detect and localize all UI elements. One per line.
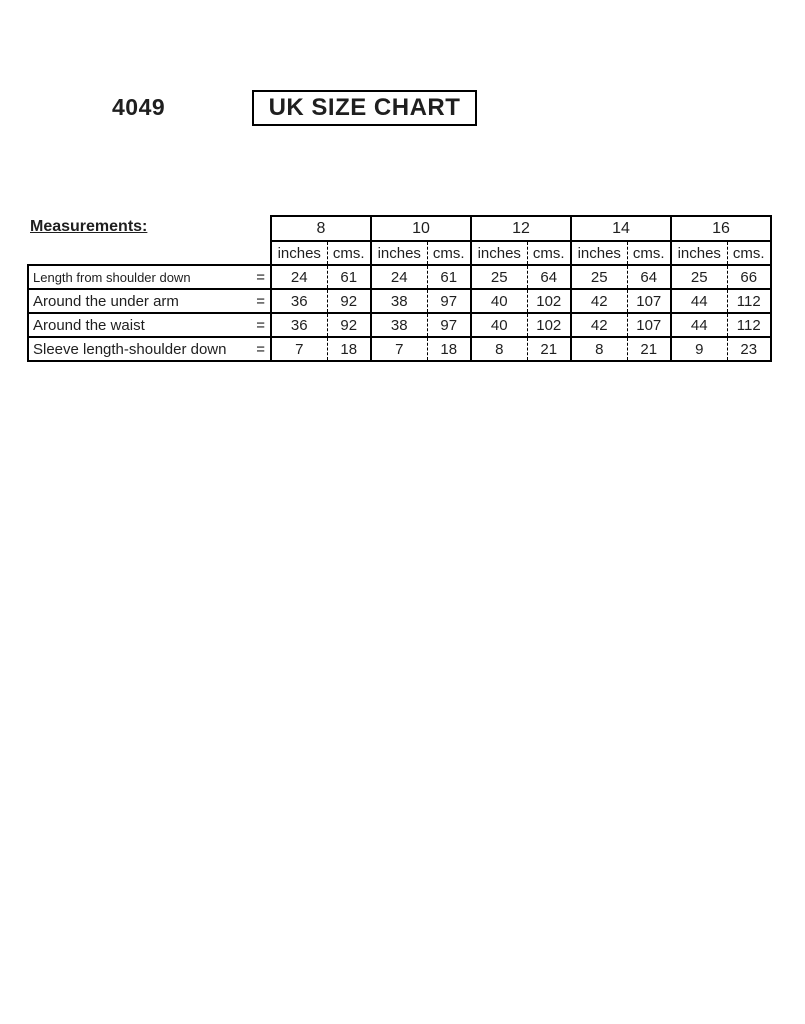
row-label: Sleeve length-shoulder down — [33, 340, 227, 358]
value-cell-inches: 24 — [271, 265, 327, 289]
unit-header-cms-cell: cms. — [627, 241, 671, 265]
value-cell-cms: 102 — [527, 289, 571, 313]
unit-header-cms-cell: cms. — [527, 241, 571, 265]
value-cell-inches: 9 — [671, 337, 727, 361]
value-cell-inches: 38 — [371, 313, 427, 337]
size-header-cell: 10 — [371, 216, 471, 241]
value-cell-inches: 40 — [471, 313, 527, 337]
size-header-cell: 8 — [271, 216, 371, 241]
page-title: UK SIZE CHART — [268, 94, 461, 121]
corner-blank-cell — [28, 216, 271, 241]
row-label-cell — [28, 265, 271, 289]
row-label-wrap — [29, 317, 270, 334]
unit-header-inches-cell: inches — [571, 241, 627, 265]
value-cell-inches: 42 — [571, 289, 627, 313]
value-cell-inches: 8 — [571, 337, 627, 361]
value-cell-cms: 64 — [627, 265, 671, 289]
value-cell-cms: 61 — [327, 265, 371, 289]
row-label: Around the under arm — [33, 292, 179, 310]
table-row — [28, 265, 771, 289]
unit-header-inches-cell: inches — [471, 241, 527, 265]
unit-header-cms-cell: cms. — [727, 241, 771, 265]
unit-header-cms-cell: cms. — [427, 241, 471, 265]
value-cell-inches: 42 — [571, 313, 627, 337]
value-cell-cms: 97 — [427, 289, 471, 313]
size-chart-table — [27, 215, 772, 362]
value-cell-cms: 21 — [527, 337, 571, 361]
value-cell-cms: 97 — [427, 313, 471, 337]
equals-sign: = — [256, 292, 265, 310]
value-cell-cms: 107 — [627, 289, 671, 313]
unit-header-inches-cell: inches — [371, 241, 427, 265]
row-label-wrap — [29, 269, 270, 286]
value-cell-cms: 66 — [727, 265, 771, 289]
value-cell-inches: 38 — [371, 289, 427, 313]
size-header-cell: 12 — [471, 216, 571, 241]
unit-header-cms-cell: cms. — [327, 241, 371, 265]
value-cell-cms: 18 — [327, 337, 371, 361]
value-cell-inches: 36 — [271, 313, 327, 337]
value-cell-cms: 23 — [727, 337, 771, 361]
table-row — [28, 289, 771, 313]
size-header-cell: 14 — [571, 216, 671, 241]
row-label-wrap — [29, 341, 270, 358]
size-header-cell: 16 — [671, 216, 771, 241]
value-cell-cms: 18 — [427, 337, 471, 361]
table-row — [28, 313, 771, 337]
measurements-label: Measurements: — [30, 218, 148, 235]
value-cell-inches: 24 — [371, 265, 427, 289]
value-cell-inches: 25 — [471, 265, 527, 289]
value-cell-inches: 7 — [371, 337, 427, 361]
value-cell-inches: 44 — [671, 289, 727, 313]
title-box — [252, 90, 477, 126]
value-cell-inches: 8 — [471, 337, 527, 361]
value-cell-cms: 102 — [527, 313, 571, 337]
row-label-cell — [28, 337, 271, 361]
value-cell-inches: 44 — [671, 313, 727, 337]
value-cell-cms: 21 — [627, 337, 671, 361]
equals-sign: = — [256, 268, 265, 286]
value-cell-cms: 92 — [327, 289, 371, 313]
value-cell-inches: 40 — [471, 289, 527, 313]
value-cell-inches: 36 — [271, 289, 327, 313]
unit-header-inches-cell: inches — [271, 241, 327, 265]
value-cell-cms: 107 — [627, 313, 671, 337]
table-row — [28, 337, 771, 361]
corner-blank-cell — [28, 241, 271, 265]
value-cell-cms: 64 — [527, 265, 571, 289]
unit-header-inches-cell: inches — [671, 241, 727, 265]
value-cell-inches: 7 — [271, 337, 327, 361]
equals-sign: = — [256, 340, 265, 358]
row-label: Length from shoulder down — [33, 269, 191, 285]
value-cell-inches: 25 — [571, 265, 627, 289]
doc-number: 4049 — [112, 94, 166, 120]
value-cell-cms: 112 — [727, 313, 771, 337]
value-cell-inches: 25 — [671, 265, 727, 289]
value-cell-cms: 61 — [427, 265, 471, 289]
value-cell-cms: 112 — [727, 289, 771, 313]
row-label-cell — [28, 289, 271, 313]
row-label-wrap — [29, 293, 270, 310]
row-label-cell — [28, 313, 271, 337]
equals-sign: = — [256, 316, 265, 334]
value-cell-cms: 92 — [327, 313, 371, 337]
row-label: Around the waist — [33, 316, 145, 334]
